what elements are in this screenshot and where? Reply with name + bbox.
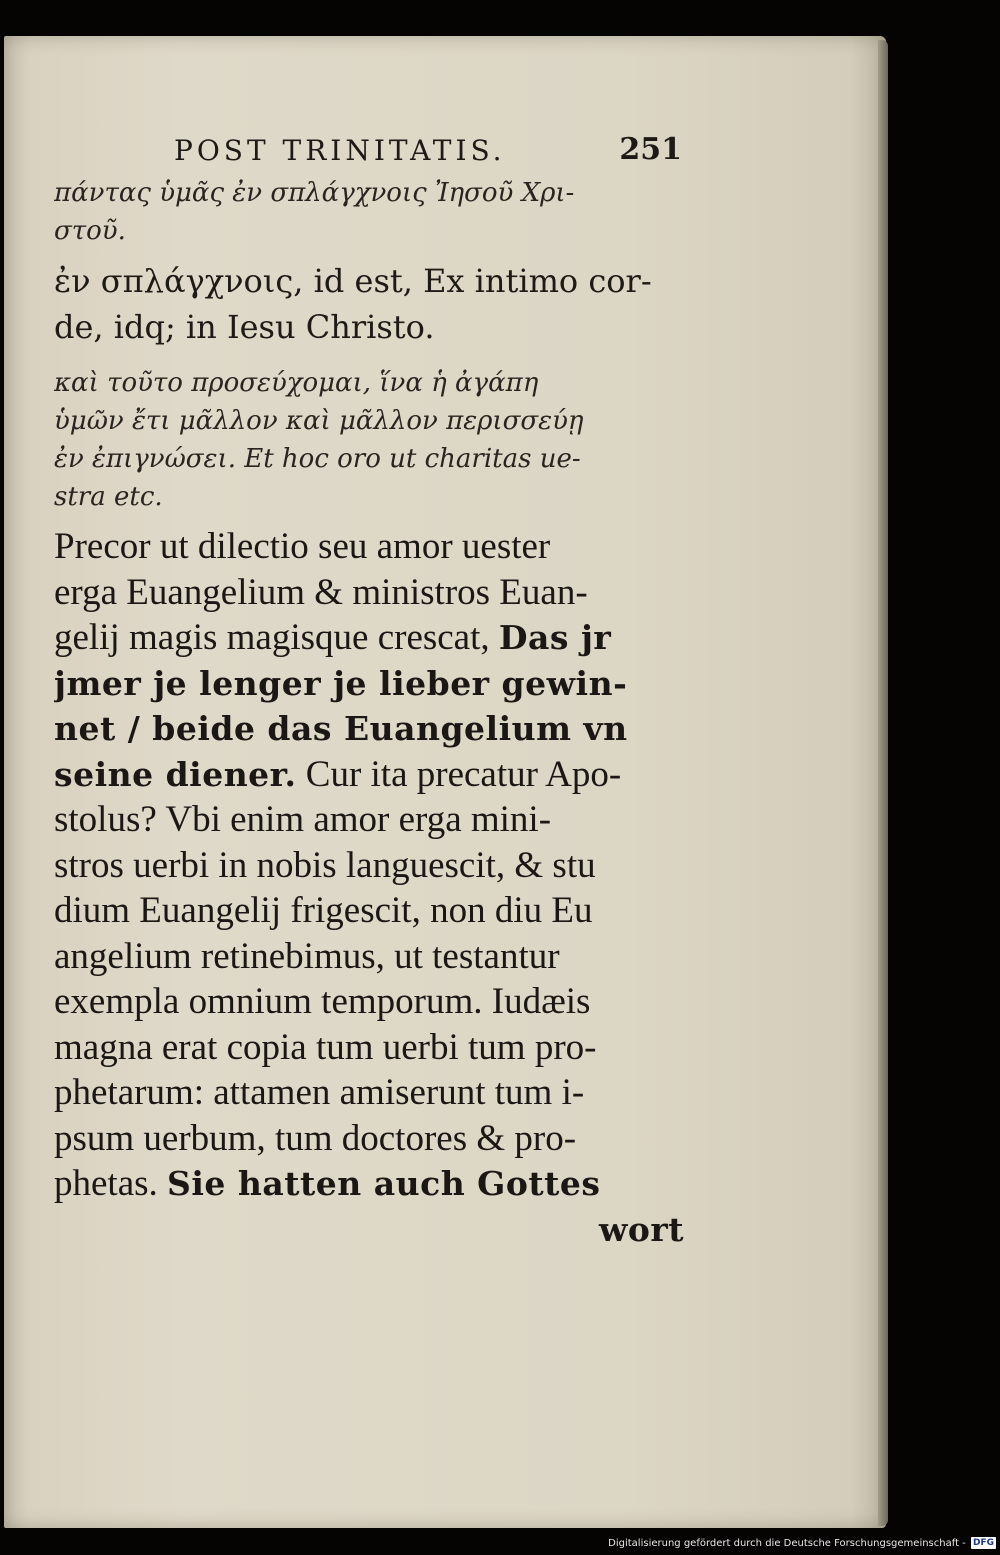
german-segment: Sie hatten auch Gottes — [167, 1164, 601, 1203]
text-line-2: στοῦ. — [54, 216, 126, 246]
text-line-14 — [54, 752, 684, 798]
running-title: POST TRINITATIS. — [174, 134, 506, 167]
text-line-9: Precor ut dilectio seu amor uester — [54, 526, 551, 567]
page-edge — [878, 40, 888, 1526]
text-line-6: ὑμῶν ἔτι μᾶλλον καὶ μᾶλλον περισσεύῃ — [54, 406, 584, 436]
german-segment: Das jr — [498, 618, 612, 657]
text-line-11 — [54, 615, 684, 661]
latin-segment: gelij magis magisque crescat, — [54, 617, 490, 658]
text-line-17: dium Euangelij frigescit, non diu Eu — [54, 890, 593, 931]
text-line-7: ἐν ἐπιγνώσει. Et hoc oro ut charitas ue- — [54, 444, 581, 474]
text-line-1: πάντας ὑμᾶς ἐν σπλάγχνοις Ἰησοῦ Χρι- — [54, 178, 575, 208]
text-line-10: erga Euangelium & ministros Euan- — [54, 571, 588, 613]
text-line-20: magna erat copia tum uerbi tum pro- — [54, 1026, 597, 1068]
german-segment: seine diener. — [54, 754, 297, 794]
text-line-12: jmer je lenger je lieber gewin- — [54, 663, 628, 703]
text-line-3: ἐν σπλάγχνοις, id est, Ex intimo cor- — [54, 262, 652, 300]
text-line-4: de, idq; in Iesu Christo. — [54, 308, 435, 346]
page-number: 251 — [619, 132, 682, 167]
text-block — [54, 132, 684, 1252]
running-head — [54, 132, 684, 174]
text-line-8: stra etc. — [54, 482, 163, 512]
latin-segment: Cur ita precatur Apo- — [305, 753, 622, 795]
text-line-18: angelium retinebimus, ut testantur — [54, 935, 560, 977]
text-line-16: stros uerbi in nobis languescit, & stu — [54, 844, 596, 886]
dfg-logo-icon: DFG — [972, 1538, 994, 1548]
catchword: wort — [598, 1209, 684, 1249]
text-line-13: net / beide das Euangelium vn — [54, 709, 628, 748]
text-line-15: stolus? Vbi enim amor erga mini- — [54, 799, 552, 840]
footer-text: Digitalisierung gefördert durch die Deutsche Forschungsgemeinschaft - — [608, 1538, 966, 1549]
text-line-19: exempla omnium temporum. Iudæis — [54, 981, 591, 1022]
text-line-5: καὶ τοῦτο προσεύχομαι, ἵνα ἡ ἀγάπη — [54, 368, 539, 398]
text-line-22: psum uerbum, tum doctores & pro- — [54, 1117, 577, 1159]
latin-segment: phetas. — [54, 1163, 158, 1204]
text-line-21: phetarum: attamen amiserunt tum i- — [54, 1072, 585, 1113]
text-line-23 — [54, 1161, 684, 1207]
digitization-footer — [600, 1536, 996, 1552]
